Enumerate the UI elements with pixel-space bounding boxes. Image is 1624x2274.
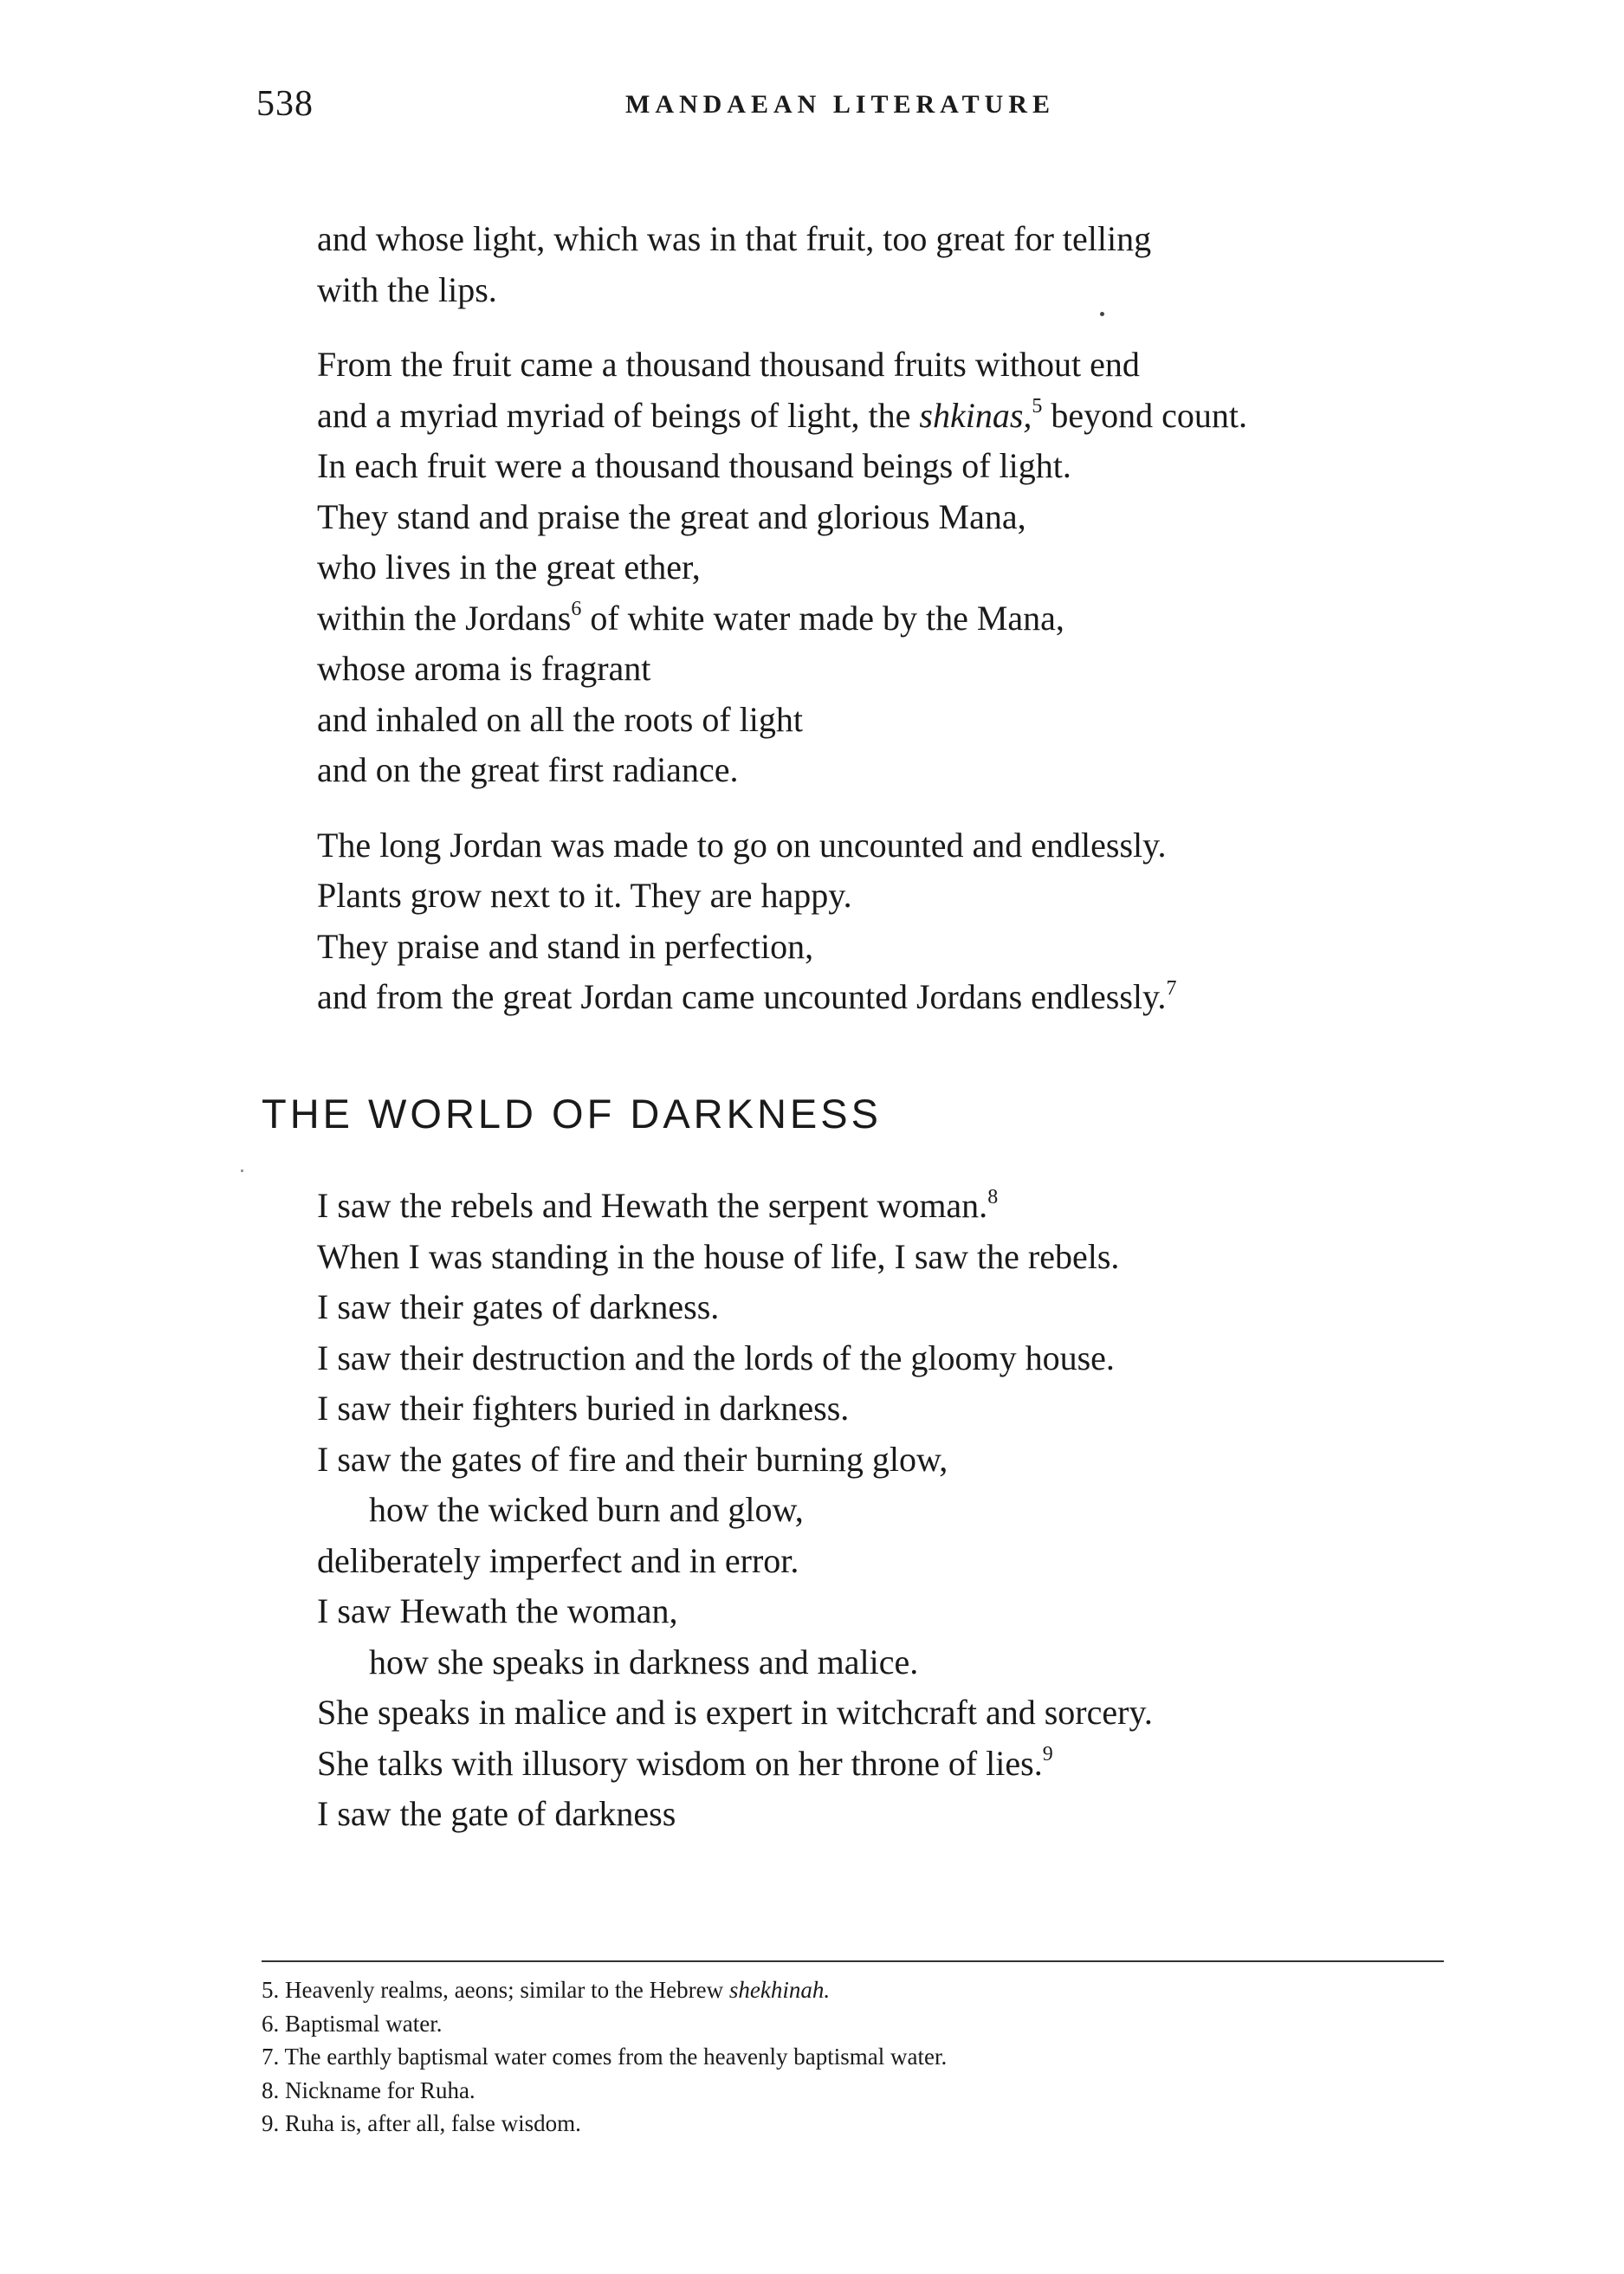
poem-line: They stand and praise the great and glorious Mana,: [317, 496, 1026, 536]
poem-lower: [317, 1181, 1478, 1864]
line-text: and from the great Jordan came uncounted Jordans endlessly.: [317, 977, 1167, 1016]
poem-line: [317, 1739, 1478, 1790]
line-text: She talks with illusory wisdom on her throne of lies.: [317, 1743, 1043, 1783]
poem-line: [317, 593, 1478, 645]
footnote-ref[interactable]: 6: [571, 598, 582, 621]
poem-line: I saw their fighters buried in darkness.: [317, 1389, 850, 1428]
poem-line: and on the great first radiance.: [317, 750, 739, 789]
poem-line: whose aroma is fragrant: [317, 649, 651, 688]
page-header: [256, 83, 1451, 135]
footnote-8: 8. Nickname for Ruha.: [262, 2076, 476, 2103]
line-text: beyond count.: [1042, 395, 1248, 435]
line-text: I saw the rebels and Hewath the serpent woman.: [317, 1186, 988, 1225]
poem-line-indented: how she speaks in darkness and malice.: [369, 1642, 919, 1681]
poem-line: I saw the gates of fire and their burning glow,: [317, 1439, 948, 1479]
line-text: of white water made by the Mana,: [581, 598, 1064, 638]
italic-term: shkinas,: [919, 395, 1032, 435]
poem-line: In each fruit were a thousand thousand beings of light.: [317, 446, 1071, 485]
poem-line: From the fruit came a thousand thousand fruits without end: [317, 345, 1140, 384]
poem-line: [317, 972, 1478, 1023]
footnote-6: 6. Baptismal water.: [262, 2010, 443, 2037]
poem-line-indented: how the wicked burn and glow,: [369, 1490, 804, 1529]
running-title: MANDAEAN LITERATURE: [625, 90, 1055, 119]
footnote-ref[interactable]: 9: [1042, 1743, 1053, 1766]
stanza-3: [317, 820, 1478, 1023]
poem-line: and whose light, which was in that fruit, too great for telling: [317, 219, 1152, 258]
poem-line: When I was standing in the house of life, I saw the rebels.: [317, 1236, 1120, 1276]
footnote-ref[interactable]: 5: [1032, 395, 1043, 418]
italic-term: shekhinah.: [728, 1977, 831, 2003]
poem-line: I saw their destruction and the lords of the gloomy house.: [317, 1338, 1115, 1377]
line-text: and a myriad myriad of beings of light, the: [317, 395, 920, 435]
section-heading: THE WORLD OF DARKNESS: [262, 1091, 882, 1137]
footnote-ref[interactable]: 8: [987, 1185, 999, 1208]
footnote-ref[interactable]: 7: [1166, 976, 1177, 1000]
poem-line: Plants grow next to it. They are happy.: [317, 876, 852, 915]
footnote-divider: [262, 1960, 1444, 1962]
poem-line: I saw their gates of darkness.: [317, 1287, 720, 1326]
page-number: 538: [256, 84, 314, 124]
line-text: within the Jordans: [317, 598, 572, 638]
poem-upper: [317, 214, 1478, 1047]
poem-line: I saw Hewath the woman,: [317, 1591, 678, 1630]
footnote-5: [262, 1973, 947, 2007]
footnotes: [262, 1973, 947, 2141]
poem-line: [317, 391, 1478, 442]
poem-line: The long Jordan was made to go on uncounted and endlessly.: [317, 825, 1167, 865]
poem-line: who lives in the great ether,: [317, 547, 701, 586]
poem-line: with the lips.: [317, 269, 497, 309]
poem-line: I saw the gate of darkness: [317, 1794, 676, 1833]
stray-mark: [241, 1169, 243, 1172]
stanza-2: [317, 340, 1478, 796]
footnote-text: 5. Heavenly realms, aeons; similar to the Hebrew: [262, 1977, 729, 2003]
poem-line: and inhaled on all the roots of light: [317, 699, 803, 739]
footnote-9: 9. Ruha is, after all, false wisdom.: [262, 2110, 581, 2136]
poem-line: deliberately imperfect and in error.: [317, 1540, 799, 1580]
poem-line: [317, 1181, 1478, 1232]
stanza-4: [317, 1181, 1478, 1840]
stanza-1: [317, 214, 1478, 315]
stray-dot: [1100, 312, 1104, 316]
poem-line: They praise and stand in perfection,: [317, 926, 814, 966]
footnote-7: 7. The earthly baptismal water comes from the heavenly baptismal water.: [262, 2044, 948, 2070]
poem-line: She speaks in malice and is expert in witchcraft and sorcery.: [317, 1693, 1153, 1732]
